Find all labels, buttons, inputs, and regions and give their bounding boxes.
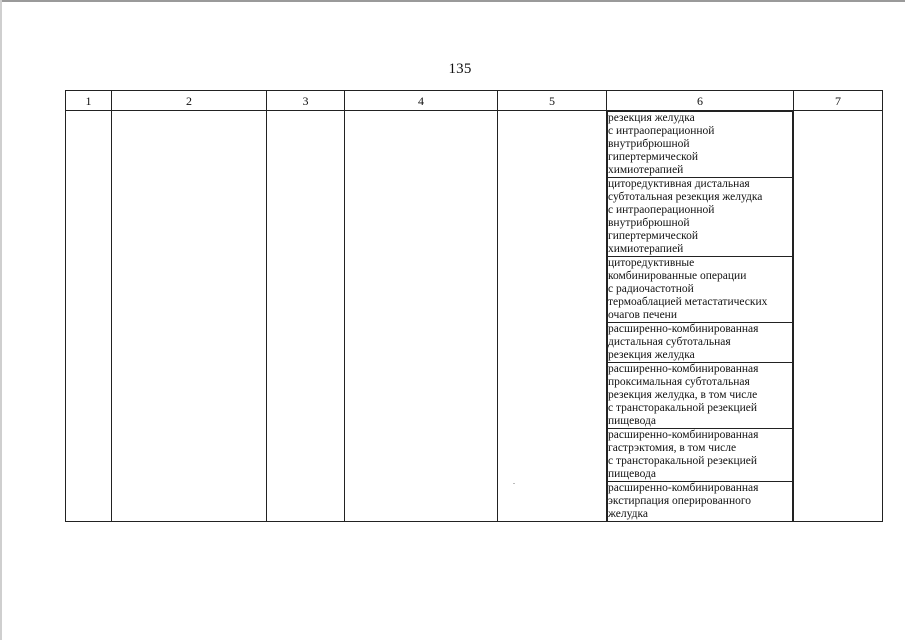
column-header-7: 7	[794, 91, 883, 111]
cell-col-1	[66, 111, 112, 522]
procedure-entry	[608, 323, 793, 363]
scan-left-edge	[0, 0, 2, 640]
scan-speck	[513, 483, 515, 484]
procedure-text: резекция желудка с интраоперационной внутрибрюшной гипертермической химиотерапией	[608, 112, 715, 176]
cell-col-5	[498, 111, 607, 522]
column-header-4: 4	[345, 91, 498, 111]
procedure-entry	[608, 178, 793, 257]
procedure-entry	[608, 429, 793, 482]
procedure-text: циторедуктивные комбинированные операции с радиочастотной термоаблацией метастатических очагов печени	[608, 257, 768, 321]
cell-col-7	[794, 111, 883, 522]
procedure-entry	[608, 257, 793, 323]
procedure-text: циторедуктивная дистальная субтотальная резекция желудка с интраоперационной внутрибрюшной гипертермической химиотерапией	[608, 178, 763, 255]
procedure-text: расширенно-комбинированная проксимальная субтотальная резекция желудка, в том числе с трансторакальной резекцией пищевода	[608, 363, 759, 427]
cell-col-6	[607, 111, 794, 522]
header-row	[66, 91, 883, 111]
page-number: 135	[448, 61, 472, 77]
column-header-3: 3	[267, 91, 345, 111]
cell-col-4	[345, 111, 498, 522]
procedure-entry	[608, 363, 793, 429]
procedure-text: расширенно-комбинированная экстирпация оперированного желудка	[608, 482, 759, 520]
table-row	[66, 111, 883, 522]
column-header-2: 2	[112, 91, 267, 111]
procedure-list	[607, 111, 793, 521]
procedure-entry	[608, 112, 793, 178]
column-header-6: 6	[607, 91, 794, 111]
cell-col-2	[112, 111, 267, 522]
column-header-5: 5	[498, 91, 607, 111]
procedures-table	[65, 90, 883, 522]
cell-col-3	[267, 111, 345, 522]
procedure-text: расширенно-комбинированная дистальная субтотальная резекция желудка	[608, 323, 759, 361]
procedure-text: расширенно-комбинированная гастрэктомия, в том числе с трансторакальной резекцией пищевода	[608, 429, 759, 480]
procedure-entry	[608, 482, 793, 522]
column-header-1: 1	[66, 91, 112, 111]
scan-top-edge	[0, 0, 905, 2]
